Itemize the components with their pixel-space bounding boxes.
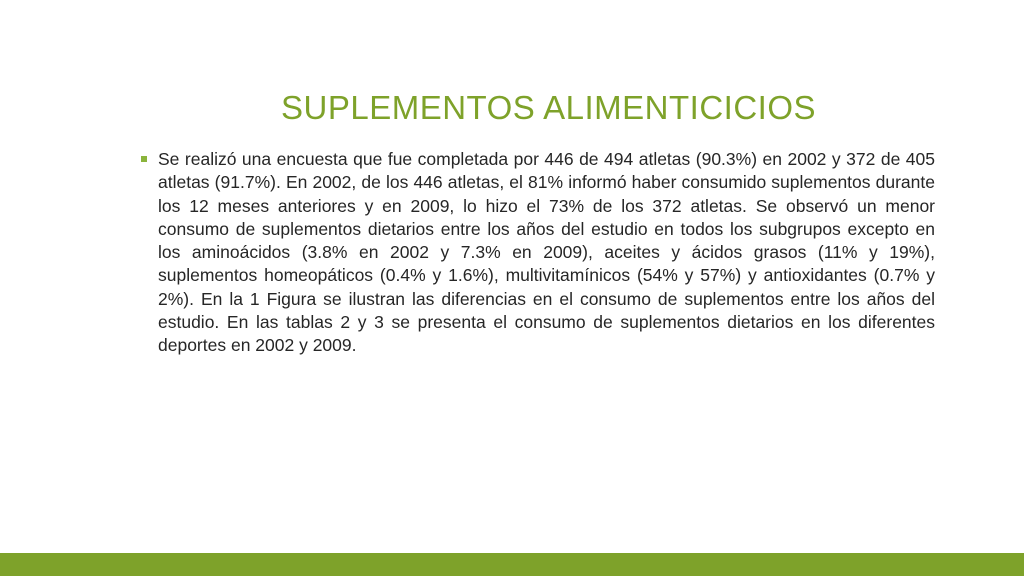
footer-accent-bar xyxy=(0,553,1024,576)
bullet-text: Se realizó una encuesta que fue completada por 446 de 494 atletas (90.3%) en 2002 y 372 de 405 atletas (91.7%). En 2002, de los 446 atletas, el 81% informó haber consumido suplementos durante los 12 meses anteriores y en 2009, lo hizo el 73% de los 372 atletas. Se observó un menor consumo de suplementos dietarios entre los años del estudio en todos los subgrupos excepto en los aminoácidos (3.8% en 2002 y 7.3% en 2009), aceites y ácidos grasos (11% y 19%), suplementos homeopáticos (0.4% y 1.6%), multivitamínicos (54% y 57%) y antioxidantes (0.7% y 2%). En la 1 Figura se ilustran las diferencias en el consumo de suplementos entre los años del estudio. En las tablas 2 y 3 se presenta el consumo de suplementos dietarios en los diferentes deportes en 2002 y 2009. xyxy=(158,149,935,356)
slide-title: SUPLEMENTOS ALIMENTICICIOS xyxy=(281,89,817,126)
bullet-item xyxy=(141,148,935,358)
bullet-list xyxy=(141,148,935,358)
square-bullet-icon xyxy=(141,156,147,162)
